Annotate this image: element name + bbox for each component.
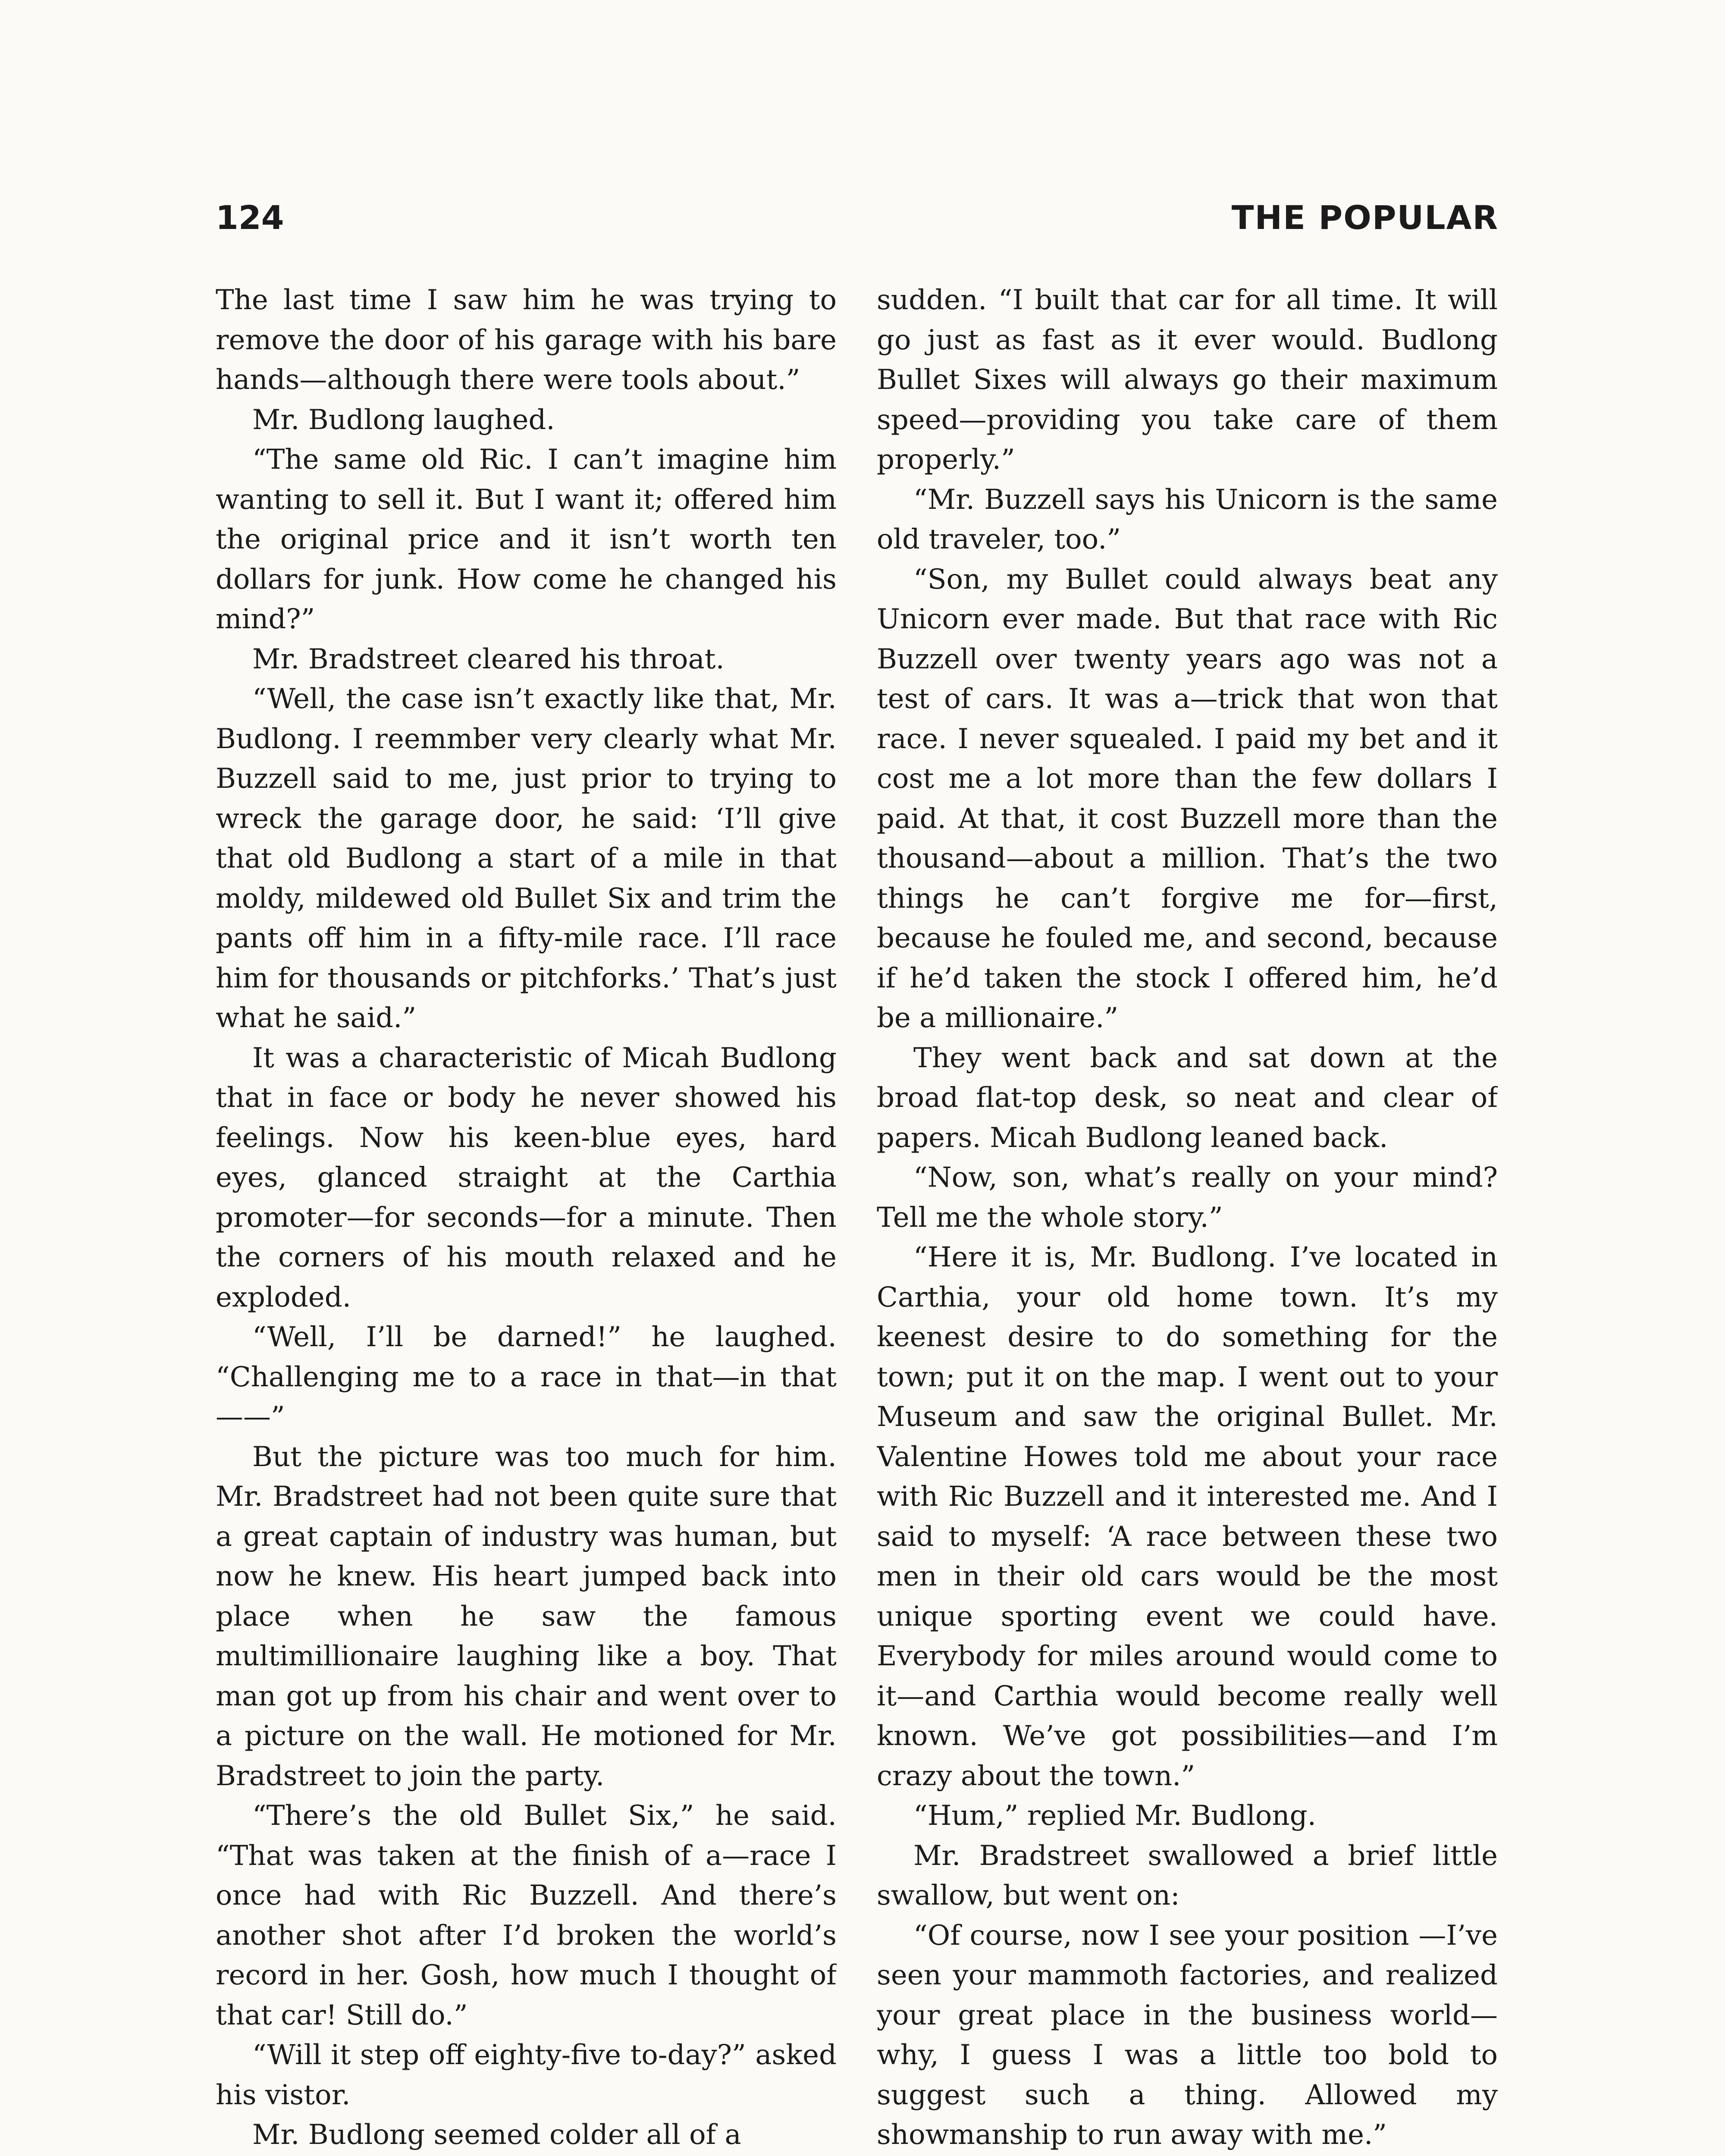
paragraph: “Here it is, Mr. Budlong. I’ve located in Carthia, your old home town. It’s my keenest desire to do something for the town; put it on the map. I went out to your Museum and saw the original Bullet. Mr. Valentine Howes told me about your race with Ric Buzzell and it interested me. And I said to myself: ‘A race between these two men in their old cars would be the most unique sporting event we could have. Everybody for miles around would come to it—and Carthia would become really well known. We’ve got possibilities—and I’m crazy about the town.”	[877, 1241, 1498, 1792]
paragraph: “Will it step off eighty-five to-day?” asked his vistor.	[216, 2039, 837, 2111]
paragraph: “The same old Ric. I can’t imagine him wanting to sell it. But I want it; offered him the original price and it isn’t worth ten dollars for junk. How come he changed his mind?”	[216, 444, 837, 635]
paragraph: “Son, my Bullet could always beat any Unicorn ever made. But that race with Ric Buzzell over twenty years ago was not a test of cars. It was a—trick that won that race. I never squealed. I paid my bet and it cost me a lot more than the few dollars I paid. At that, it cost Buzzell more than the thousand—about a million. That’s the two things he can’t forgive me for—first, because he fouled me, and second, because if he’d taken the stock I offered him, he’d be a millionaire.”	[877, 563, 1498, 1034]
paragraph: “Mr. Buzzell says his Unicorn is the same old traveler, too.”	[877, 483, 1498, 555]
paragraph: “Of course, now I see your position —I’ve seen your mammoth factories, and realized your great place in the business world—why, I guess I was a little too bold to suggest such a thing. Allowed my showmanship to run away with me.”	[877, 1919, 1498, 2151]
paragraph: Mr. Bradstreet cleared his throat.	[252, 643, 724, 675]
text-column-left	[216, 280, 837, 2156]
paragraph: The last time I saw him he was trying to remove the door of his garage with his bare hands—although there were tools about.”	[216, 284, 837, 396]
paragraph: It was a characteristic of Micah Budlong that in face or body he never showed his feelings. Now his keen-blue eyes, hard eyes, glanced straight at the Carthia promoter—for seconds—for a minute. Then the corners of his mouth relaxed and he exploded.	[216, 1042, 837, 1313]
text-column-right	[877, 280, 1498, 2156]
paragraph: “Now, son, what’s really on your mind? Tell me the whole story.”	[877, 1162, 1498, 1234]
page-number: 124	[216, 198, 284, 237]
paragraph: “There’s the old Bullet Six,” he said. “That was taken at the finish of a—race I once had with Ric Buzzell. And there’s another shot after I’d broken the world’s record in her. Gosh, how much I thought of that car! Still do.”	[216, 1800, 837, 2031]
paragraph: “Well, I’ll be darned!” he laughed. “Challenging me to a race in that—in that——”	[216, 1321, 837, 1433]
page-header	[216, 196, 1499, 261]
paragraph: Mr. Bradstreet swallowed a brief little swallow, but went on:	[877, 1839, 1498, 1912]
running-head: THE POPULAR	[1231, 198, 1499, 237]
paragraph: “Well, the case isn’t exactly like that, Mr. Budlong. I reemmber very clearly what Mr. Buzzell said to me, just prior to trying to wreck the garage door, he said: ‘I’ll give that old Budlong a start of a mile in that moldy, mildewed old Bullet Six and trim the pants off him in a fifty-mile race. I’ll race him for thousands or pitchforks.’ That’s just what he said.”	[216, 683, 837, 1034]
paragraph: sudden. “I built that car for all time. It will go just as fast as it ever would. Budlong Bullet Sixes will always go their maximum speed—providing you take care of them properly.”	[877, 284, 1498, 476]
paragraph: But the picture was too much for him. Mr. Bradstreet had not been quite sure that a great captain of industry was human, but now he knew. His heart jumped back into place when he saw the famous multimillionaire laughing like a boy. That man got up from his chair and went over to a picture on the wall. He motioned for Mr. Bradstreet to join the party.	[216, 1441, 837, 1792]
paragraph: They went back and sat down at the broad flat-top desk, so neat and clear of papers. Micah Budlong leaned back.	[877, 1042, 1498, 1154]
paragraph: Mr. Budlong seemed colder all of a	[252, 2119, 741, 2151]
paragraph: “Hum,” replied Mr. Budlong.	[913, 1800, 1316, 1832]
paragraph: Mr. Budlong laughed.	[252, 404, 555, 436]
